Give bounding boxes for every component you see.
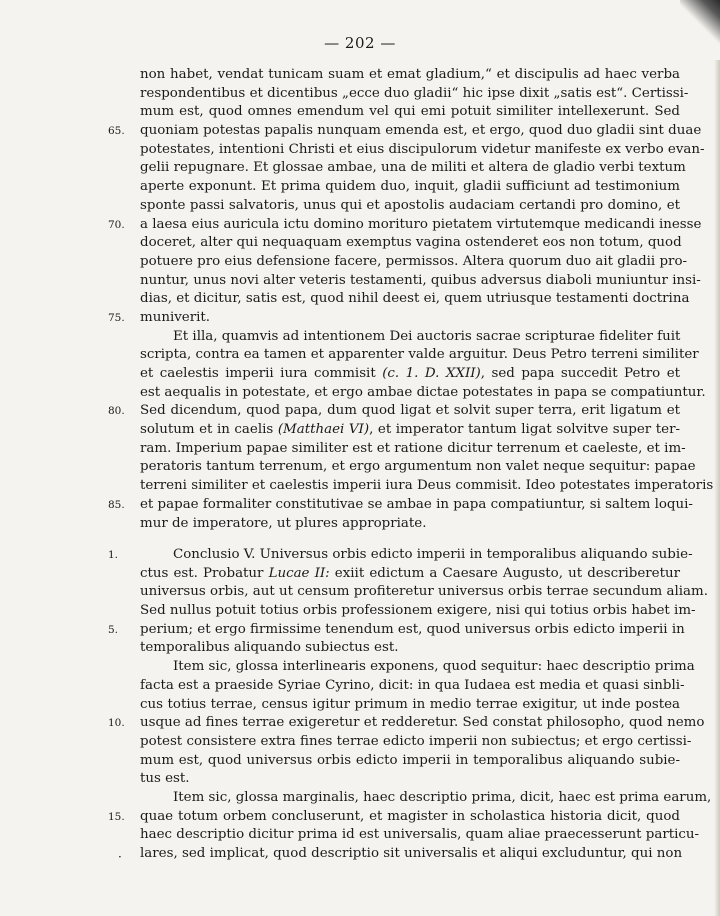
text-line [108, 216, 702, 235]
line-text: quae totum orbem concluserunt, et magister in scholastica historia dicit, quod [140, 808, 680, 824]
citation-text: (c. 1. D. XXII) [382, 366, 481, 381]
line-number: 85. [108, 498, 125, 511]
text-line [140, 384, 706, 403]
line-text: et caelestis imperii iura commisit [140, 366, 383, 381]
line-number: 75. [108, 311, 125, 324]
text-line [140, 826, 700, 845]
text-line [140, 103, 680, 122]
line-text: peratoris tantum terrenum, et ergo argumentum non valet neque sequitur: papae [140, 459, 696, 475]
line-text: solutum et in caelis [140, 422, 278, 438]
line-text: ctus est. Probatur [140, 565, 269, 581]
line-text: scripta, contra ea tamen et apparenter valde arguitur. Deus Petro terreni similiter [140, 347, 699, 363]
line-text: doceret, alter qui nequaquam exemptus vagina ostenderet eos non totum, quod [140, 235, 682, 251]
text-line [108, 714, 705, 733]
line-text: universus orbis, aut ut censum profiteretur universus orbis terrae secundum aliam. [140, 584, 708, 600]
line-text: lares, sed implicat, quod descriptio sit universalis et aliqui excluduntur, qui non [140, 846, 683, 861]
text-line [140, 639, 680, 658]
line-text: aperte exponunt. Et prima quidem duo, inquit, gladii sufficiunt ad testimonium [140, 179, 680, 195]
line-text: et papae formaliter constitutivae se ambae in papa compatiuntur, si saltem loqui- [140, 496, 693, 512]
text-line [108, 808, 680, 827]
line-text: est aequalis in potestate, et ergo ambae dictae potestates in papa se compatiuntur. [140, 384, 706, 400]
line-text: Item sic, glossa interlinearis exponens, quod sequitur: haec descriptio prima [173, 659, 695, 675]
line-text: mum est, quod universus orbis edicto imperii in temporalibus aliquando subie- [140, 752, 680, 768]
line-text: potest consistere extra fines terrae edicto imperii non subiectus; et ergo certissi- [140, 733, 692, 749]
text-line [140, 66, 680, 85]
text-line [140, 290, 690, 309]
text-line [140, 178, 680, 197]
text-line [140, 770, 680, 789]
line-text: gelii repugnare. Et glossae ambae, una de militi et altera de gladio verbi textum [140, 160, 686, 176]
line-text: Et illa, quamvis ad intentionem Dei auctoris sacrae scripturae fideliter fuit [173, 328, 681, 344]
line-text: dias, et dicitur, satis est, quod nihil deest ei, quem utriusque testamenti doctrina [140, 291, 690, 307]
line-text: terreni similiter et caelestis imperii iura Deus commisit. Ideo potestates imperatoris [140, 478, 714, 494]
text-line [140, 328, 680, 347]
text-line [140, 789, 712, 808]
text-line [140, 159, 686, 178]
text-line [140, 583, 708, 602]
text-line [140, 696, 680, 715]
text-line [140, 565, 680, 584]
line-text: Sed nullus potuit totius orbis professionem exigere, nisi qui totius orbis habet im- [140, 603, 696, 619]
line-number: 1. [108, 549, 119, 561]
text-line [140, 85, 689, 104]
line-text: tus est. [140, 771, 190, 787]
text-line [140, 440, 686, 459]
line-text: usque ad fines terrae exigeretur et redderetur. Sed constat philosopho, quod nemo [140, 715, 705, 731]
line-text: sponte passi salvatoris, unus qui et apostolis audaciam certandi pro domino, et [140, 197, 680, 213]
text-line [108, 621, 685, 640]
line-text: temporalibus aliquando subiectus est. [140, 640, 399, 656]
margin-dot: · [118, 850, 122, 864]
text-section-1 [108, 66, 714, 533]
text-line [108, 546, 693, 565]
text-line [108, 309, 680, 328]
text-line [140, 515, 680, 534]
text-line [140, 141, 705, 160]
text-line [140, 458, 696, 477]
line-text: mur de imperatore, ut plures appropriate. [140, 515, 427, 531]
text-line [140, 272, 701, 291]
line-text: , sed papa succedit Petro et [480, 366, 680, 381]
line-text: a laesa eius auricula ictu domino morituro pietatem virtutemque medicandi inesse [140, 216, 702, 232]
text-line [140, 677, 685, 696]
text-line [108, 122, 702, 141]
line-text: potuere pro eius defensione facere, permissos. Altera quorum duo ait gladii pro- [140, 253, 688, 269]
line-text: Sed dicendum, quod papa, dum quod ligat et solvit super terra, erit ligatum et [140, 403, 680, 419]
text-line [108, 402, 680, 421]
text-line [140, 346, 699, 365]
line-text: non habet, vendat tunicam suam et emat gladium,“ et discipulis ad haec verba [140, 67, 680, 82]
page-number: — 202 — [324, 34, 396, 52]
page-edge-strip [714, 60, 720, 916]
text-line [140, 477, 714, 496]
text-line [140, 253, 688, 272]
text-line [140, 845, 683, 864]
line-text: cus totius terrae, census igitur primum in medio terrae exigitur, ut inde postea [140, 696, 680, 712]
citation-text: Lucae II: [268, 565, 330, 581]
text-line [140, 365, 680, 384]
line-text: , et imperator tantum ligat solvitve super ter- [369, 422, 680, 438]
line-text: ram. Imperium papae similiter est et ratione dicitur terrenum et caeleste, et im- [140, 440, 686, 456]
line-number: 65. [108, 125, 125, 138]
text-line [140, 234, 680, 253]
line-text: haec descriptio dicitur prima id est universalis, quam aliae praecesserunt particu- [140, 827, 700, 843]
line-number: 80. [108, 405, 125, 418]
line-text: exiit edictum a Caesare Augusto, ut describeretur [329, 565, 680, 581]
line-number: 10. [108, 717, 125, 730]
line-number: 5. [108, 623, 119, 636]
text-line [140, 658, 695, 677]
line-number: 70. [108, 218, 125, 231]
text-line [140, 602, 696, 621]
text-line [140, 733, 692, 752]
text-line [108, 496, 693, 515]
line-text: perium; et ergo firmissime tenendum est, quod universus orbis edicto imperii in [140, 621, 685, 637]
line-number: 15. [108, 810, 125, 823]
line-text: Conclusio V. Universus orbis edicto imperii in temporalibus aliquando subie- [173, 547, 693, 562]
line-text: mum est, quod omnes emendum vel qui emi potuit similiter intellexerunt. Sed [140, 104, 680, 120]
line-text: nuntur, unus novi alter veteris testamenti, quibus adversus diaboli muniuntur insi- [140, 272, 701, 288]
line-text: potestates, intentioni Christi et eius discipulorum videtur manifeste ex verbo evan- [140, 141, 705, 157]
citation-text: (Matthaei VI) [277, 422, 370, 438]
line-text: muniverit. [140, 309, 211, 325]
text-line [140, 421, 680, 440]
line-text: facta est a praeside Syriae Cyrino, dicit: in qua Iudaea est media et quasi sinbli- [140, 677, 685, 693]
line-text: respondentibus et dicentibus „ecce duo gladii“ hic ipse dixit „satis est“. Certissi- [140, 85, 689, 101]
text-line [140, 197, 680, 216]
line-text: quoniam potestas papalis nunquam emenda est, et ergo, quod duo gladii sint duae [140, 123, 702, 139]
text-section-2 [108, 546, 712, 864]
line-text: Item sic, glossa marginalis, haec descriptio prima, dicit, haec est prima earum, [173, 789, 712, 805]
text-line [140, 752, 680, 771]
